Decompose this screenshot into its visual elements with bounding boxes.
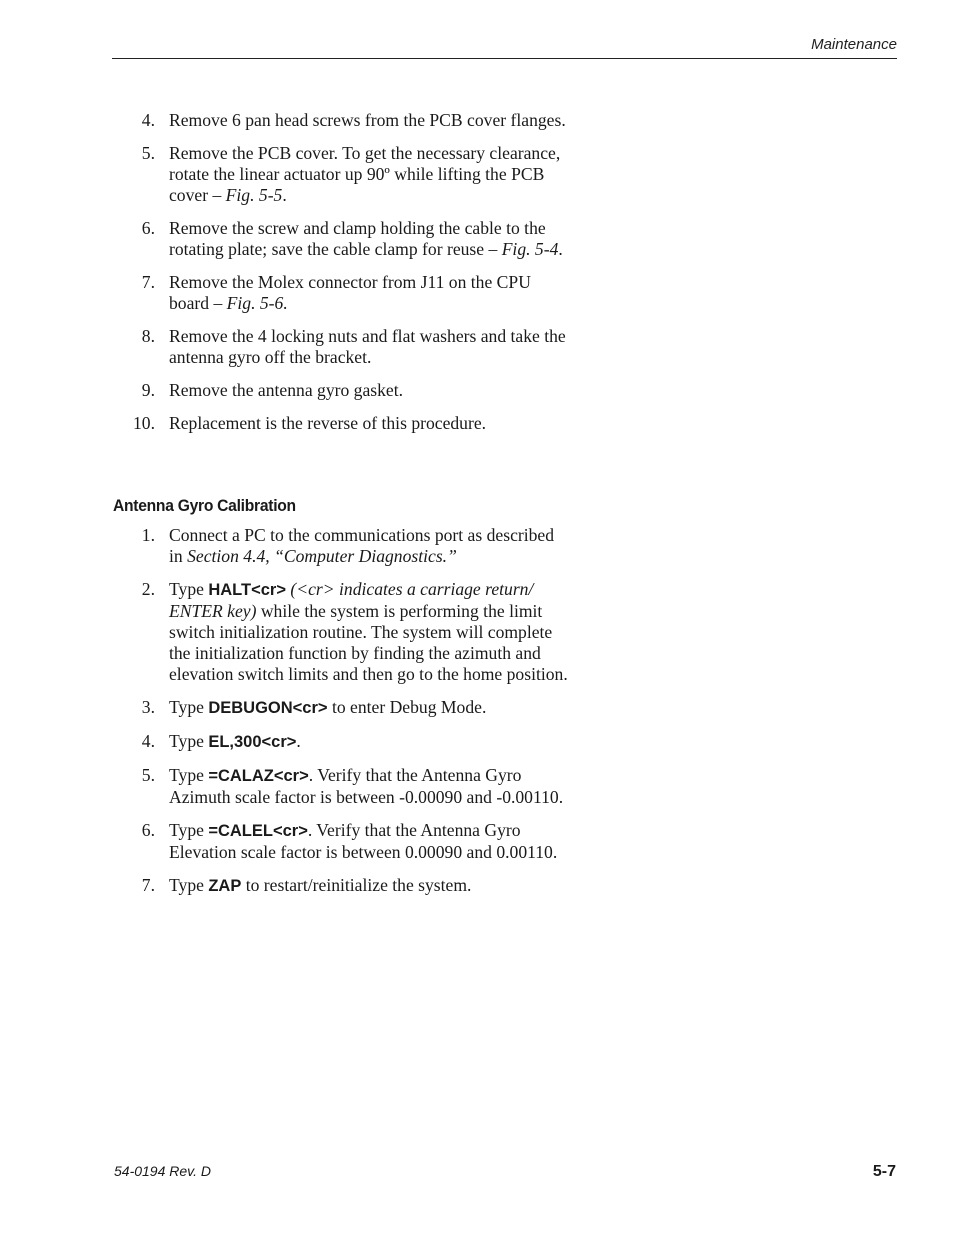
- step-text-tail: to enter Debug Mode.: [327, 697, 487, 717]
- section-title: Antenna Gyro Calibration: [113, 496, 296, 515]
- step-number: 8.: [141, 326, 155, 346]
- figure-reference: Fig. 5-4: [501, 239, 559, 259]
- section-reference: Section 4.4, “Computer Diagnostics.”: [187, 546, 457, 566]
- step-text: Type: [169, 765, 209, 785]
- list-item: [112, 413, 572, 434]
- figure-reference: Fig. 5-5: [225, 185, 283, 205]
- step-text: Remove 6 pan head screws from the PCB cover flanges.: [169, 110, 566, 130]
- figure-reference: Fig. 5-6.: [226, 293, 288, 313]
- command-text: DEBUGON<cr>: [208, 699, 328, 717]
- document-number: 54-0194 Rev. D: [114, 1163, 212, 1179]
- list-item: [112, 272, 572, 314]
- step-number: 6.: [141, 218, 155, 238]
- command-note: (<cr> indicates a carriage return/ ENTER key): [169, 579, 534, 621]
- command-text: =CALAZ<cr>: [208, 767, 309, 785]
- step-text-tail: .: [558, 239, 563, 259]
- command-text: ZAP: [208, 877, 242, 895]
- step-number: 7.: [141, 272, 155, 292]
- step-text: Replacement is the reverse of this procedure.: [169, 413, 487, 433]
- step-number: 2.: [141, 579, 155, 599]
- list-item: [112, 380, 572, 401]
- step-text: Type: [169, 579, 209, 599]
- step-number: 7.: [141, 875, 155, 895]
- command-text: HALT<cr>: [208, 581, 286, 599]
- list-item: [112, 697, 572, 719]
- step-text: Type: [169, 875, 209, 895]
- step-text-tail: .: [282, 185, 287, 205]
- step-number: 1.: [141, 525, 155, 545]
- header-title: Maintenance: [811, 36, 897, 53]
- list-item: [112, 326, 572, 368]
- command-text: EL,300<cr>: [208, 733, 297, 751]
- list-item: [112, 731, 572, 753]
- command-text: =CALEL<cr>: [208, 822, 308, 840]
- step-text: Type: [169, 820, 209, 840]
- step-text-tail: while the system is performing the limit switch initialization routine. The system will complete the initialization function by finding the azimuth and elevation switch limits and then go to the home position.: [169, 601, 568, 684]
- step-text: Remove the 4 locking nuts and flat washers and take the antenna gyro off the bracket.: [169, 326, 566, 367]
- calibration-steps-list: [112, 525, 572, 909]
- removal-steps-list: [112, 110, 572, 446]
- step-text: Connect a PC to the communications port as described in: [169, 525, 555, 566]
- step-number: 4.: [141, 110, 155, 130]
- page-number: 5-7: [872, 1163, 896, 1180]
- step-number: 6.: [141, 820, 155, 840]
- step-number: 5.: [141, 143, 155, 163]
- list-item: [112, 218, 572, 260]
- step-text-tail: . Verify that the Antenna Gyro Azimuth scale factor is between -0.00090 and -0.00110.: [169, 765, 564, 807]
- list-item: [112, 110, 572, 131]
- step-text: Remove the antenna gyro gasket.: [169, 380, 404, 400]
- step-text: Type: [169, 731, 209, 751]
- step-text: Type: [169, 697, 209, 717]
- step-number: 9.: [141, 380, 155, 400]
- step-text-tail: . Verify that the Antenna Gyro Elevation scale factor is between 0.00090 and 0.00110.: [169, 820, 558, 862]
- step-number: 4.: [141, 731, 155, 751]
- list-item: [112, 579, 572, 685]
- step-text-tail: .: [296, 731, 301, 751]
- step-number: 3.: [141, 697, 155, 717]
- step-text-tail: to restart/reinitialize the system.: [241, 875, 472, 895]
- list-item: [112, 820, 572, 863]
- step-text: Remove the screw and clamp holding the cable to the rotating plate; save the cable clamp for reuse –: [169, 218, 546, 259]
- list-item: [112, 765, 572, 808]
- step-number: 5.: [141, 765, 155, 785]
- step-number: 10.: [133, 413, 155, 433]
- step-text: Remove the Molex connector from J11 on the CPU board –: [169, 272, 531, 313]
- list-item: [112, 875, 572, 897]
- list-item: [112, 143, 572, 206]
- page-header: [112, 34, 897, 59]
- list-item: [112, 525, 572, 567]
- step-text: Remove the PCB cover. To get the necessary clearance, rotate the linear actuator up 90º while lifting the PCB cover –: [169, 143, 561, 205]
